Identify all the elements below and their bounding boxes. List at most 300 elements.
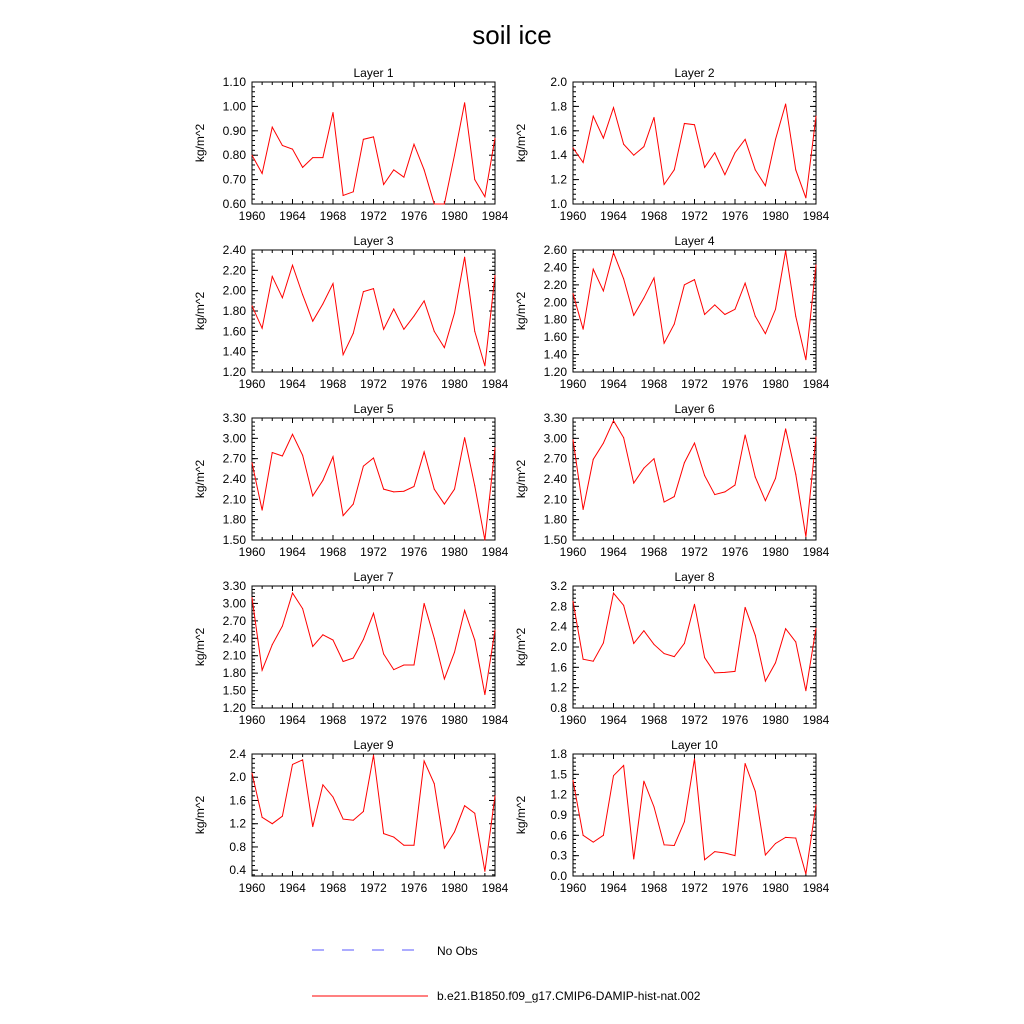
data-point: [643, 297, 644, 298]
data-point: [654, 277, 655, 278]
x-tick-label: 1976: [721, 209, 749, 223]
series-line-layer-7: [252, 593, 495, 695]
data-point: [573, 293, 574, 294]
x-tick-label: 1964: [279, 377, 306, 391]
data-point: [272, 644, 273, 645]
data-point: [613, 252, 614, 253]
y-tick-label: 2.60: [543, 243, 567, 257]
data-point: [724, 491, 725, 492]
data-point: [805, 197, 806, 198]
data-point: [674, 496, 675, 497]
y-tick-label: 2.40: [222, 472, 246, 486]
y-tick-label: 0.80: [222, 148, 246, 163]
plot-frame: [252, 418, 495, 540]
x-tick-label: 1980: [762, 881, 789, 895]
y-tick-label: 0.4: [229, 863, 246, 878]
data-point: [785, 250, 786, 251]
series-line-layer-9: [252, 755, 495, 871]
data-point: [495, 447, 496, 448]
panel-layer-3: [193, 234, 509, 391]
y-tick-label: 2.00: [222, 283, 246, 298]
y-tick-label: 1.6: [550, 123, 567, 138]
data-point: [333, 456, 334, 457]
data-point: [623, 605, 624, 606]
y-tick-label: 3.2: [550, 579, 567, 593]
data-point: [495, 275, 496, 276]
y-tick-label: 1.50: [222, 533, 246, 547]
data-point: [603, 642, 604, 643]
data-point: [613, 420, 614, 421]
x-tick-label: 1984: [481, 545, 509, 559]
x-tick-label: 1980: [441, 881, 468, 895]
data-point: [583, 509, 584, 510]
y-tick-label: 3.30: [222, 579, 246, 593]
data-point: [643, 630, 644, 631]
x-tick-label: 1972: [681, 545, 708, 559]
data-point: [353, 333, 354, 334]
data-point: [383, 833, 384, 834]
data-point: [785, 103, 786, 104]
data-point: [424, 300, 425, 301]
y-tick-label: 1.4: [550, 148, 567, 163]
data-point: [795, 641, 796, 642]
data-point: [724, 852, 725, 853]
panel-title: Layer 6: [674, 402, 715, 416]
data-point: [292, 149, 293, 150]
data-point: [383, 489, 384, 490]
y-tick-label: 0.9: [550, 808, 567, 822]
x-tick-label: 1984: [802, 377, 830, 391]
y-tick-label: 1.00: [222, 99, 246, 114]
data-point: [735, 152, 736, 153]
data-point: [333, 640, 334, 641]
data-point: [593, 116, 594, 117]
data-point: [312, 321, 313, 322]
x-tick-label: 1984: [481, 881, 509, 895]
data-point: [623, 765, 624, 766]
data-point: [282, 626, 283, 627]
data-point: [633, 643, 634, 644]
x-tick-label: 1968: [640, 209, 668, 223]
y-tick-label: 1.10: [222, 75, 246, 89]
y-axis-label: kg/m^2: [514, 291, 528, 331]
data-point: [322, 634, 323, 635]
data-point: [444, 678, 445, 679]
data-point: [643, 468, 644, 469]
data-point: [674, 169, 675, 170]
legend-label-no-obs: No Obs: [437, 944, 478, 958]
data-point: [312, 646, 313, 647]
y-tick-label: 2.40: [222, 631, 246, 646]
x-tick-label: 1972: [360, 881, 387, 895]
x-tick-label: 1976: [721, 377, 749, 391]
data-point: [292, 265, 293, 266]
y-tick-label: 1.6: [550, 660, 567, 675]
data-point: [403, 665, 404, 666]
x-tick-label: 1964: [600, 881, 627, 895]
y-tick-label: 1.60: [222, 324, 246, 339]
y-tick-label: 1.80: [543, 312, 567, 327]
panel-layer-7: [193, 570, 509, 727]
panel-title: Layer 2: [674, 66, 715, 80]
y-tick-label: 1.8: [550, 747, 567, 761]
y-tick-label: 1.20: [543, 365, 567, 379]
y-tick-label: 2.4: [229, 747, 246, 761]
data-point: [603, 138, 604, 139]
y-tick-label: 0.6: [550, 828, 567, 843]
x-tick-label: 1976: [400, 209, 428, 223]
y-axis-label: kg/m^2: [193, 291, 207, 331]
data-point: [302, 455, 303, 456]
y-tick-label: 2.0: [550, 640, 567, 654]
data-point: [484, 196, 485, 197]
data-point: [373, 288, 374, 289]
y-tick-label: 0.60: [222, 197, 246, 211]
data-point: [495, 630, 496, 631]
x-tick-label: 1964: [279, 545, 306, 559]
x-tick-label: 1984: [802, 881, 830, 895]
data-point: [292, 592, 293, 593]
data-point: [583, 329, 584, 330]
x-tick-label: 1968: [640, 377, 668, 391]
x-tick-label: 1960: [559, 209, 587, 223]
panel-layer-9: [193, 738, 509, 895]
data-point: [343, 354, 344, 355]
data-point: [373, 136, 374, 137]
data-point: [353, 658, 354, 659]
data-point: [765, 854, 766, 855]
x-tick-label: 1976: [721, 545, 749, 559]
panel-layer-8: [514, 570, 830, 727]
panel-title: Layer 10: [671, 738, 718, 752]
y-tick-label: 2.40: [543, 472, 567, 486]
panel-title: Layer 1: [353, 66, 394, 80]
data-point: [724, 672, 725, 673]
data-point: [302, 167, 303, 168]
data-point: [664, 343, 665, 344]
data-point: [333, 796, 334, 797]
data-point: [674, 656, 675, 657]
x-tick-label: 1960: [238, 377, 266, 391]
data-point: [765, 681, 766, 682]
data-point: [495, 138, 496, 139]
data-point: [593, 842, 594, 843]
data-point: [252, 462, 253, 463]
data-point: [704, 314, 705, 315]
data-point: [755, 791, 756, 792]
data-point: [434, 489, 435, 490]
plot-frame: [573, 754, 816, 876]
plot-frame: [573, 82, 816, 204]
x-tick-label: 1976: [721, 713, 749, 727]
data-point: [333, 283, 334, 284]
data-point: [393, 669, 394, 670]
panel-layer-5: [193, 402, 509, 559]
data-point: [623, 144, 624, 145]
x-tick-label: 1964: [600, 713, 627, 727]
y-tick-label: 0.3: [550, 848, 567, 863]
data-point: [464, 805, 465, 806]
plot-frame: [573, 418, 816, 540]
x-tick-label: 1972: [681, 713, 708, 727]
data-point: [805, 536, 806, 537]
panel-layer-1: [193, 66, 509, 223]
data-point: [444, 504, 445, 505]
plot-frame: [252, 250, 495, 372]
data-point: [322, 303, 323, 304]
data-point: [664, 844, 665, 845]
data-point: [393, 491, 394, 492]
data-point: [484, 694, 485, 695]
data-point: [735, 309, 736, 310]
data-point: [684, 284, 685, 285]
data-point: [704, 657, 705, 658]
data-point: [272, 452, 273, 453]
data-point: [573, 147, 574, 148]
y-tick-label: 2.40: [543, 260, 567, 275]
data-point: [654, 458, 655, 459]
panel-layer-4: [514, 234, 830, 391]
x-tick-label: 1980: [762, 209, 789, 223]
data-point: [573, 601, 574, 602]
data-point: [393, 308, 394, 309]
x-tick-label: 1960: [238, 881, 266, 895]
data-point: [322, 157, 323, 158]
x-tick-label: 1972: [681, 881, 708, 895]
data-point: [363, 811, 364, 812]
data-point: [623, 437, 624, 438]
series-line-layer-5: [252, 434, 495, 540]
data-point: [454, 155, 455, 156]
y-tick-label: 2.4: [550, 619, 567, 634]
legend-label-model: b.e21.B1850.f09_g17.CMIP6-DAMIP-hist-nat.002: [437, 989, 701, 1003]
y-axis-label: kg/m^2: [514, 795, 528, 835]
data-point: [775, 478, 776, 479]
panel-title: Layer 7: [353, 570, 394, 584]
x-tick-label: 1968: [319, 545, 347, 559]
data-point: [816, 116, 817, 117]
data-point: [684, 123, 685, 124]
panel-title: Layer 8: [674, 570, 715, 584]
y-axis-label: kg/m^2: [514, 459, 528, 499]
x-tick-label: 1964: [279, 881, 306, 895]
data-point: [583, 659, 584, 660]
data-point: [775, 309, 776, 310]
data-point: [735, 855, 736, 856]
data-point: [363, 466, 364, 467]
panel-layer-10: [514, 738, 830, 895]
y-tick-label: 3.00: [222, 596, 246, 611]
data-point: [765, 500, 766, 501]
x-tick-label: 1968: [319, 713, 347, 727]
figure-title: soil ice: [472, 20, 552, 50]
data-point: [613, 107, 614, 108]
y-tick-label: 1.2: [550, 680, 567, 695]
data-point: [292, 764, 293, 765]
x-tick-label: 1968: [319, 377, 347, 391]
data-point: [593, 459, 594, 460]
data-point: [745, 434, 746, 435]
y-tick-label: 3.00: [222, 431, 246, 446]
data-point: [262, 670, 263, 671]
data-point: [654, 644, 655, 645]
data-point: [573, 780, 574, 781]
data-point: [775, 843, 776, 844]
data-point: [252, 305, 253, 306]
x-tick-label: 1976: [400, 881, 428, 895]
data-point: [714, 152, 715, 153]
data-point: [444, 347, 445, 348]
data-point: [343, 819, 344, 820]
y-axis-label: kg/m^2: [193, 627, 207, 667]
data-point: [745, 763, 746, 764]
data-point: [373, 755, 374, 756]
data-point: [654, 117, 655, 118]
x-tick-label: 1980: [762, 713, 789, 727]
data-point: [684, 643, 685, 644]
y-tick-label: 2.10: [222, 648, 246, 663]
y-tick-label: 1.20: [222, 365, 246, 379]
data-point: [573, 439, 574, 440]
data-point: [282, 297, 283, 298]
data-point: [373, 457, 374, 458]
x-tick-label: 1972: [360, 209, 387, 223]
data-point: [454, 652, 455, 653]
x-tick-label: 1972: [360, 545, 387, 559]
x-tick-label: 1976: [400, 545, 428, 559]
data-point: [816, 264, 817, 265]
data-point: [664, 653, 665, 654]
data-point: [414, 144, 415, 145]
y-tick-label: 1.8: [550, 99, 567, 114]
data-point: [252, 773, 253, 774]
data-point: [383, 184, 384, 185]
series-line-layer-4: [573, 251, 816, 360]
data-point: [464, 102, 465, 103]
data-point: [444, 848, 445, 849]
data-point: [613, 593, 614, 594]
x-tick-label: 1972: [681, 209, 708, 223]
data-point: [745, 607, 746, 608]
data-point: [775, 139, 776, 140]
x-tick-label: 1960: [238, 713, 266, 727]
x-tick-label: 1980: [441, 377, 468, 391]
data-point: [403, 329, 404, 330]
x-tick-label: 1968: [319, 209, 347, 223]
y-axis-label: kg/m^2: [514, 627, 528, 667]
data-point: [414, 665, 415, 666]
data-point: [775, 662, 776, 663]
legend: [312, 944, 701, 1003]
data-point: [755, 316, 756, 317]
x-tick-label: 1964: [600, 377, 627, 391]
x-tick-label: 1960: [559, 545, 587, 559]
y-axis-label: kg/m^2: [193, 795, 207, 835]
data-point: [353, 191, 354, 192]
y-tick-label: 0.8: [550, 701, 567, 715]
x-tick-label: 1968: [640, 545, 668, 559]
x-tick-label: 1964: [279, 209, 306, 223]
data-point: [393, 837, 394, 838]
data-point: [583, 162, 584, 163]
data-point: [795, 474, 796, 475]
data-point: [714, 494, 715, 495]
y-tick-label: 2.70: [543, 451, 567, 466]
x-tick-label: 1984: [481, 209, 509, 223]
y-tick-label: 2.70: [222, 613, 246, 628]
plot-frame: [252, 82, 495, 204]
y-tick-label: 2.0: [550, 75, 567, 89]
data-point: [474, 485, 475, 486]
plot-frame: [252, 754, 495, 876]
y-tick-label: 1.50: [543, 533, 567, 547]
data-point: [363, 639, 364, 640]
data-point: [633, 483, 634, 484]
data-point: [704, 859, 705, 860]
data-point: [816, 436, 817, 437]
data-point: [745, 283, 746, 284]
data-point: [805, 690, 806, 691]
plot-frame: [252, 586, 495, 708]
data-point: [262, 173, 263, 174]
data-point: [805, 873, 806, 874]
data-point: [272, 276, 273, 277]
data-point: [714, 672, 715, 673]
x-tick-label: 1980: [441, 209, 468, 223]
data-point: [724, 174, 725, 175]
x-tick-label: 1980: [762, 545, 789, 559]
data-point: [312, 157, 313, 158]
data-point: [414, 845, 415, 846]
y-tick-label: 1.2: [229, 816, 246, 831]
y-tick-label: 1.80: [222, 666, 246, 681]
data-point: [643, 781, 644, 782]
data-point: [454, 831, 455, 832]
y-tick-label: 2.10: [222, 492, 246, 507]
y-tick-label: 2.00: [543, 295, 567, 310]
data-point: [694, 124, 695, 125]
data-point: [755, 476, 756, 477]
data-point: [424, 169, 425, 170]
data-point: [593, 661, 594, 662]
data-point: [765, 185, 766, 186]
panel-layer-2: [514, 66, 830, 223]
data-point: [816, 628, 817, 629]
data-point: [464, 257, 465, 258]
panel-title: Layer 9: [353, 738, 394, 752]
data-point: [434, 783, 435, 784]
data-point: [495, 795, 496, 796]
y-tick-label: 2.20: [222, 263, 246, 278]
x-tick-label: 1972: [360, 713, 387, 727]
y-tick-label: 2.0: [229, 770, 246, 785]
y-tick-label: 1.40: [543, 347, 567, 362]
data-point: [383, 653, 384, 654]
x-tick-label: 1984: [802, 713, 830, 727]
data-point: [816, 804, 817, 805]
data-point: [434, 204, 435, 205]
data-point: [333, 112, 334, 113]
panel-title: Layer 3: [353, 234, 394, 248]
data-point: [474, 813, 475, 814]
data-point: [684, 821, 685, 822]
data-point: [454, 489, 455, 490]
data-point: [343, 195, 344, 196]
data-point: [714, 304, 715, 305]
data-point: [795, 169, 796, 170]
x-tick-label: 1964: [600, 545, 627, 559]
data-point: [613, 775, 614, 776]
